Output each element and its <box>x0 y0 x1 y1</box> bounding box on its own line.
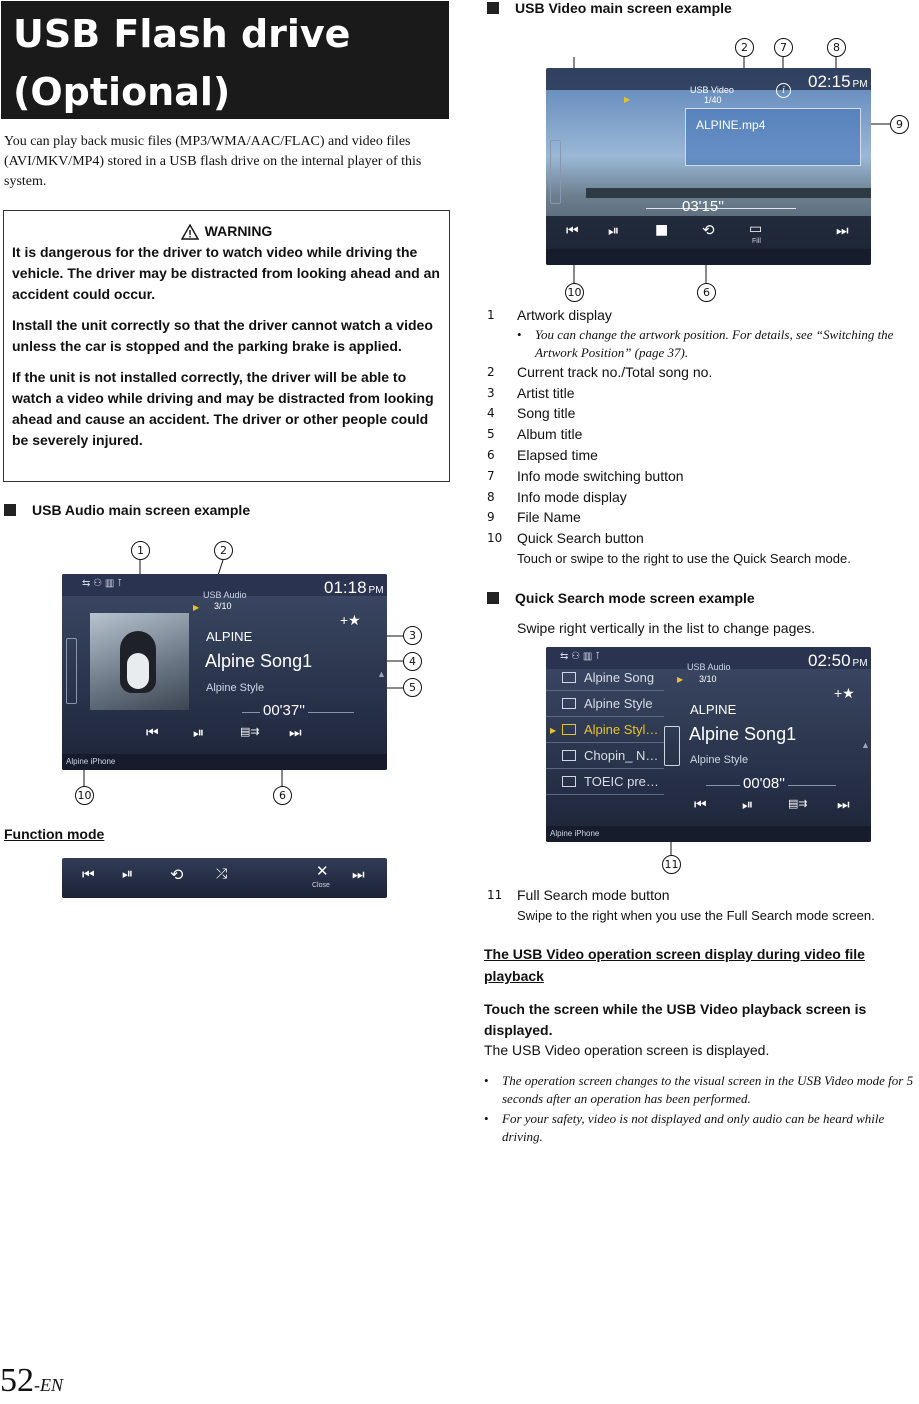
selection-marker-icon: ▶ <box>550 726 557 735</box>
elapsed-time: 03'15'' <box>682 198 724 215</box>
device-name: Alpine iPhone <box>66 757 116 766</box>
clock: 02:15 PM <box>808 72 868 91</box>
list-item: 10 Quick Search button <box>487 530 644 547</box>
title-line-1: USB Flash drive <box>13 12 351 56</box>
scroll-up-icon[interactable]: ▲ <box>861 740 870 750</box>
section-square-icon <box>487 2 499 14</box>
play-pause-icon[interactable]: ⏯ <box>608 223 620 239</box>
folder-icon <box>562 672 576 683</box>
folder-icon <box>562 724 576 735</box>
quick-section-heading <box>487 590 755 606</box>
repeat-icon[interactable]: ⟲ <box>702 221 715 239</box>
album-title: Alpine Style <box>690 754 749 766</box>
video-section-heading <box>487 0 732 16</box>
list-item-sub: Touch or swipe to the right to use the Quick Search mode. <box>517 550 851 566</box>
callout-11: 11 <box>662 855 681 874</box>
clock: 01:18 PM <box>324 578 384 597</box>
list-item: 4 Song title <box>487 405 576 422</box>
folder-icon <box>562 776 576 787</box>
list-item: 7 Info mode switching button <box>487 467 684 484</box>
fill-icon[interactable]: ▭ <box>749 221 763 237</box>
note-item: • For your safety, video is not displayed and only audio can be heard while driving. <box>484 1111 885 1144</box>
play-pause-icon[interactable]: ⏯ <box>122 866 134 882</box>
list-item[interactable]: Alpine Style <box>546 691 664 717</box>
warning-paragraph: Install the unit correctly so that the driver cannot watch a video unless the car is stopped and the parking brake is applied. <box>12 317 433 354</box>
list-item: 1 Artwork display <box>487 307 612 323</box>
repeat-icon[interactable]: ⟲ <box>170 865 184 884</box>
status-icons: ⇆ ⚇ ▥ ⊺ <box>82 578 123 589</box>
callout-1: 1 <box>131 541 150 560</box>
list-item: 9 File Name <box>487 509 581 526</box>
bottom-bar <box>546 249 871 265</box>
track-number: 1/40 <box>704 95 722 105</box>
stop-icon[interactable]: ■ <box>655 222 669 238</box>
section-square-icon <box>487 592 499 604</box>
favorite-button[interactable]: +★ <box>834 685 855 701</box>
video-op-result: The USB Video operation screen is displayed. <box>484 1042 770 1058</box>
fill-label: Fill <box>752 238 761 245</box>
file-name: ALPINE.mp4 <box>696 118 766 132</box>
device-name: Alpine iPhone <box>550 829 600 838</box>
quick-search-screen <box>546 647 871 842</box>
next-track-icon[interactable]: ⏭ <box>837 797 850 813</box>
note-item: • The operation screen changes to the visual screen in the USB Video mode for 5 seconds after an operation has been performed. <box>484 1073 914 1106</box>
callout-5: 5 <box>403 678 422 697</box>
list-item: 6 Elapsed time <box>487 446 598 463</box>
quick-search-button[interactable] <box>550 140 561 204</box>
play-indicator-icon: ▶ <box>677 675 684 684</box>
elapsed-time: 00'08'' <box>740 775 788 792</box>
list-item: 8 Info mode display <box>487 488 627 505</box>
favorite-button[interactable]: +★ <box>340 612 361 628</box>
source-label: USB Video <box>690 85 734 95</box>
close-label: Close <box>312 882 330 889</box>
album-title: Alpine Style <box>206 682 265 694</box>
usb-audio-screen <box>62 574 387 770</box>
quick-search-button[interactable] <box>66 638 77 704</box>
full-search-button[interactable] <box>664 726 680 766</box>
callout-2: 2 <box>214 541 233 560</box>
legend-list <box>487 305 917 570</box>
previous-track-icon[interactable]: ⏮ <box>566 223 579 239</box>
callout-9: 9 <box>890 115 909 134</box>
info-mode-button[interactable]: i <box>776 83 791 98</box>
function-mode-icon[interactable]: ▤⇉ <box>240 725 260 738</box>
source-label: USB Audio <box>203 590 247 600</box>
track-number: 3/10 <box>699 674 717 684</box>
song-title: Alpine Song1 <box>205 651 313 671</box>
next-track-icon[interactable]: ⏭ <box>289 725 302 741</box>
callout-2: 2 <box>735 38 754 57</box>
next-track-icon[interactable]: ⏭ <box>836 223 849 239</box>
quick-legend <box>487 885 917 927</box>
artist-title: ALPINE <box>206 629 253 644</box>
video-op-heading: The USB Video operation screen display during video file playback <box>484 946 865 984</box>
folder-icon <box>562 750 576 761</box>
intro-text: You can play back music files (MP3/WMA/AAC/FLAC) and video files (AVI/MKV/MP4) stored in a USB flash drive on the internal player of this system. <box>4 134 422 189</box>
video-op-step: Touch the screen while the USB Video playback screen is displayed. <box>484 1001 867 1038</box>
info-mode-display <box>685 108 861 166</box>
title-line-2: (Optional) <box>13 70 231 114</box>
next-track-icon[interactable]: ⏭ <box>352 867 365 883</box>
callout-7: 7 <box>774 38 793 57</box>
elapsed-time: 00'37'' <box>260 702 308 719</box>
warning-paragraph: If the unit is not installed correctly, the driver will be able to watch a video while driving and may be distracted from looking ahead and cause an accident. The driver or other people could be severely injured. <box>12 369 434 448</box>
list-item: 3 Artist title <box>487 384 575 401</box>
list-item[interactable]: Chopin_ N… <box>546 743 664 769</box>
callout-6: 6 <box>697 283 716 302</box>
quick-section-title: Quick Search mode screen example <box>515 590 755 606</box>
video-op-notes <box>484 1072 914 1146</box>
previous-track-icon[interactable]: ⏮ <box>146 725 159 741</box>
function-mode-heading: Function mode <box>4 826 105 842</box>
play-indicator-icon: ▶ <box>193 603 200 612</box>
play-indicator-icon: ▶ <box>624 95 631 104</box>
list-item-selected[interactable]: Alpine Styl… <box>546 717 664 743</box>
list-item: 2 Current track no./Total song no. <box>487 363 713 380</box>
function-mode-icon[interactable]: ▤⇉ <box>788 797 808 810</box>
callout-4: 4 <box>403 652 422 671</box>
clock: 02:50 PM <box>808 651 868 670</box>
close-icon[interactable]: ✕ <box>316 862 329 880</box>
warning-paragraph: It is dangerous for the driver to watch video while driving the vehicle. The driver may be distracted from looking ahead and an accident could occur. <box>12 244 440 302</box>
quick-instruction: Swipe right vertically in the list to change pages. <box>517 620 816 636</box>
folder-icon <box>562 698 576 709</box>
quick-search-list[interactable] <box>546 665 664 795</box>
page-number: 52-EN <box>0 1362 63 1399</box>
callout-3: 3 <box>403 626 422 645</box>
penguin-belly <box>127 653 149 689</box>
previous-track-icon[interactable]: ⏮ <box>82 867 95 883</box>
callout-8: 8 <box>827 38 846 57</box>
function-mode-bar <box>62 858 387 898</box>
song-title: Alpine Song1 <box>689 724 797 744</box>
callout-10: 10 <box>75 786 94 805</box>
list-item-sub: Swipe to the right when you use the Full Search mode screen. <box>517 907 875 923</box>
artwork-display[interactable] <box>90 613 189 710</box>
play-pause-icon[interactable]: ⏯ <box>742 797 754 813</box>
callout-10: 10 <box>565 283 584 302</box>
artist-title: ALPINE <box>690 702 737 717</box>
status-icons: ⇆ ⚇ ▥ ⊺ <box>560 651 601 662</box>
previous-track-icon[interactable]: ⏮ <box>694 797 707 813</box>
video-section-title: USB Video main screen example <box>515 0 732 16</box>
play-pause-icon[interactable]: ⏯ <box>193 725 205 741</box>
list-item: 11 Full Search mode button <box>487 887 670 903</box>
source-label: USB Audio <box>687 662 731 672</box>
shuffle-icon[interactable]: ⤮ <box>216 866 228 882</box>
list-item[interactable]: TOEIC pre… <box>546 769 664 795</box>
list-item: 5 Album title <box>487 426 583 443</box>
audio-section-title: USB Audio main screen example <box>32 502 251 518</box>
usb-video-screen <box>546 68 871 265</box>
scroll-up-icon[interactable]: ▲ <box>377 669 386 679</box>
track-number: 3/10 <box>214 601 232 611</box>
warning-title: WARNING <box>204 223 273 239</box>
list-item[interactable]: Alpine Song <box>546 665 664 691</box>
bridge-image <box>586 188 871 198</box>
legend-note: • You can change the artwork position. For details, see “Switching the Artwork Position” (page 37). <box>517 326 894 360</box>
callout-6: 6 <box>273 786 292 805</box>
